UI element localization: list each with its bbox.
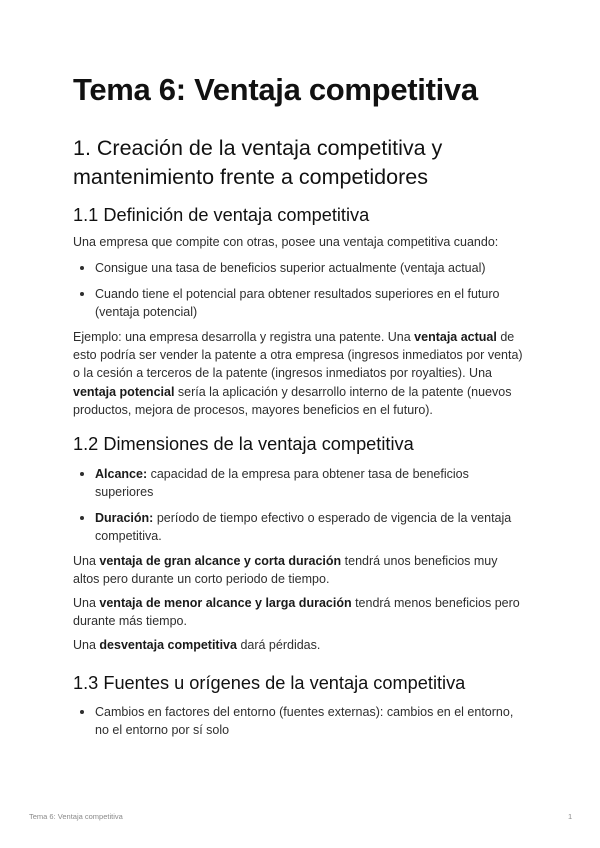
subsection-1-3-heading: 1.3 Fuentes u orígenes de la ventaja competitiva — [73, 673, 466, 693]
subsection-1-1-heading: 1.1 Definición de ventaja competitiva — [73, 205, 370, 225]
text-run: Una — [73, 596, 100, 610]
bullet-icon — [80, 516, 84, 520]
paragraph — [73, 552, 525, 588]
bold-term: ventaja potencial — [73, 384, 175, 399]
list-item-text: Cuando tiene el potencial para obtener resultados superiores en el futuro (ventaja potencial) — [95, 287, 500, 320]
list-item-text: período de tiempo efectivo o esperado de vigencia de la ventaja competitiva. — [95, 511, 512, 544]
bold-term: ventaja de menor alcance y larga duración — [99, 596, 352, 610]
paragraph — [73, 636, 525, 654]
text-run: tendrá unos beneficios muy altos pero durante un corto periodo de tiempo. — [73, 554, 498, 587]
text-run: Ejemplo: una empresa desarrolla y registra una patente. Una — [73, 330, 415, 344]
footer-page-number: 1 — [568, 812, 573, 821]
text-run: de esto podría ser vender la patente a otra empresa (ingresos inmediatos por venta) o la cesión a terceros de la patente (ingresos inmediatos por royalties). Una — [73, 330, 523, 381]
bold-term: ventaja de gran alcance y corta duración — [99, 554, 342, 568]
bold-term: Duración: — [95, 511, 154, 525]
document-title: Tema 6: Ventaja competitiva — [73, 72, 478, 107]
bullet-icon — [80, 472, 84, 476]
list-item — [95, 465, 527, 501]
subsection-1-2-heading: 1.2 Dimensiones de la ventaja competitiva — [73, 434, 414, 454]
bullet-icon — [80, 710, 84, 714]
bold-term: desventaja competitiva — [99, 638, 237, 652]
list-item — [95, 285, 527, 321]
example-paragraph — [73, 328, 525, 419]
bullet-icon — [80, 292, 84, 296]
text-run: Una — [73, 638, 100, 652]
bullet-icon — [80, 266, 84, 270]
list-item — [95, 703, 527, 739]
bold-term: Alcance: — [95, 467, 148, 481]
list-item-text: Cambios en factores del entorno (fuentes externas): cambios en el entorno, no el entorno por sí solo — [95, 705, 514, 738]
list-item-text: Consigue una tasa de beneficios superior actualmente (ventaja actual) — [95, 261, 486, 275]
list-item — [95, 509, 527, 545]
list-item-text: capacidad de la empresa para obtener tasa de beneficios superiores — [95, 467, 469, 500]
subsection-1-1-intro: Una empresa que compite con otras, posee una ventaja competitiva cuando: — [73, 235, 499, 249]
paragraph — [73, 594, 525, 630]
bold-term: ventaja actual — [414, 330, 497, 344]
text-run: tendrá menos beneficios pero durante más tiempo. — [73, 596, 520, 629]
list-item — [95, 259, 527, 277]
section-1-heading: 1. Creación de la ventaja competitiva y mantenimiento frente a competidores — [73, 136, 443, 189]
text-run: Una — [73, 554, 100, 568]
text-run: dará pérdidas. — [236, 638, 321, 652]
text-run: sería la aplicación y desarrollo interno de la patente (nuevos productos, mejora de procesos, mayores beneficios en el futuro). — [73, 384, 512, 417]
footer-title: Tema 6: Ventaja competitiva — [29, 812, 123, 821]
